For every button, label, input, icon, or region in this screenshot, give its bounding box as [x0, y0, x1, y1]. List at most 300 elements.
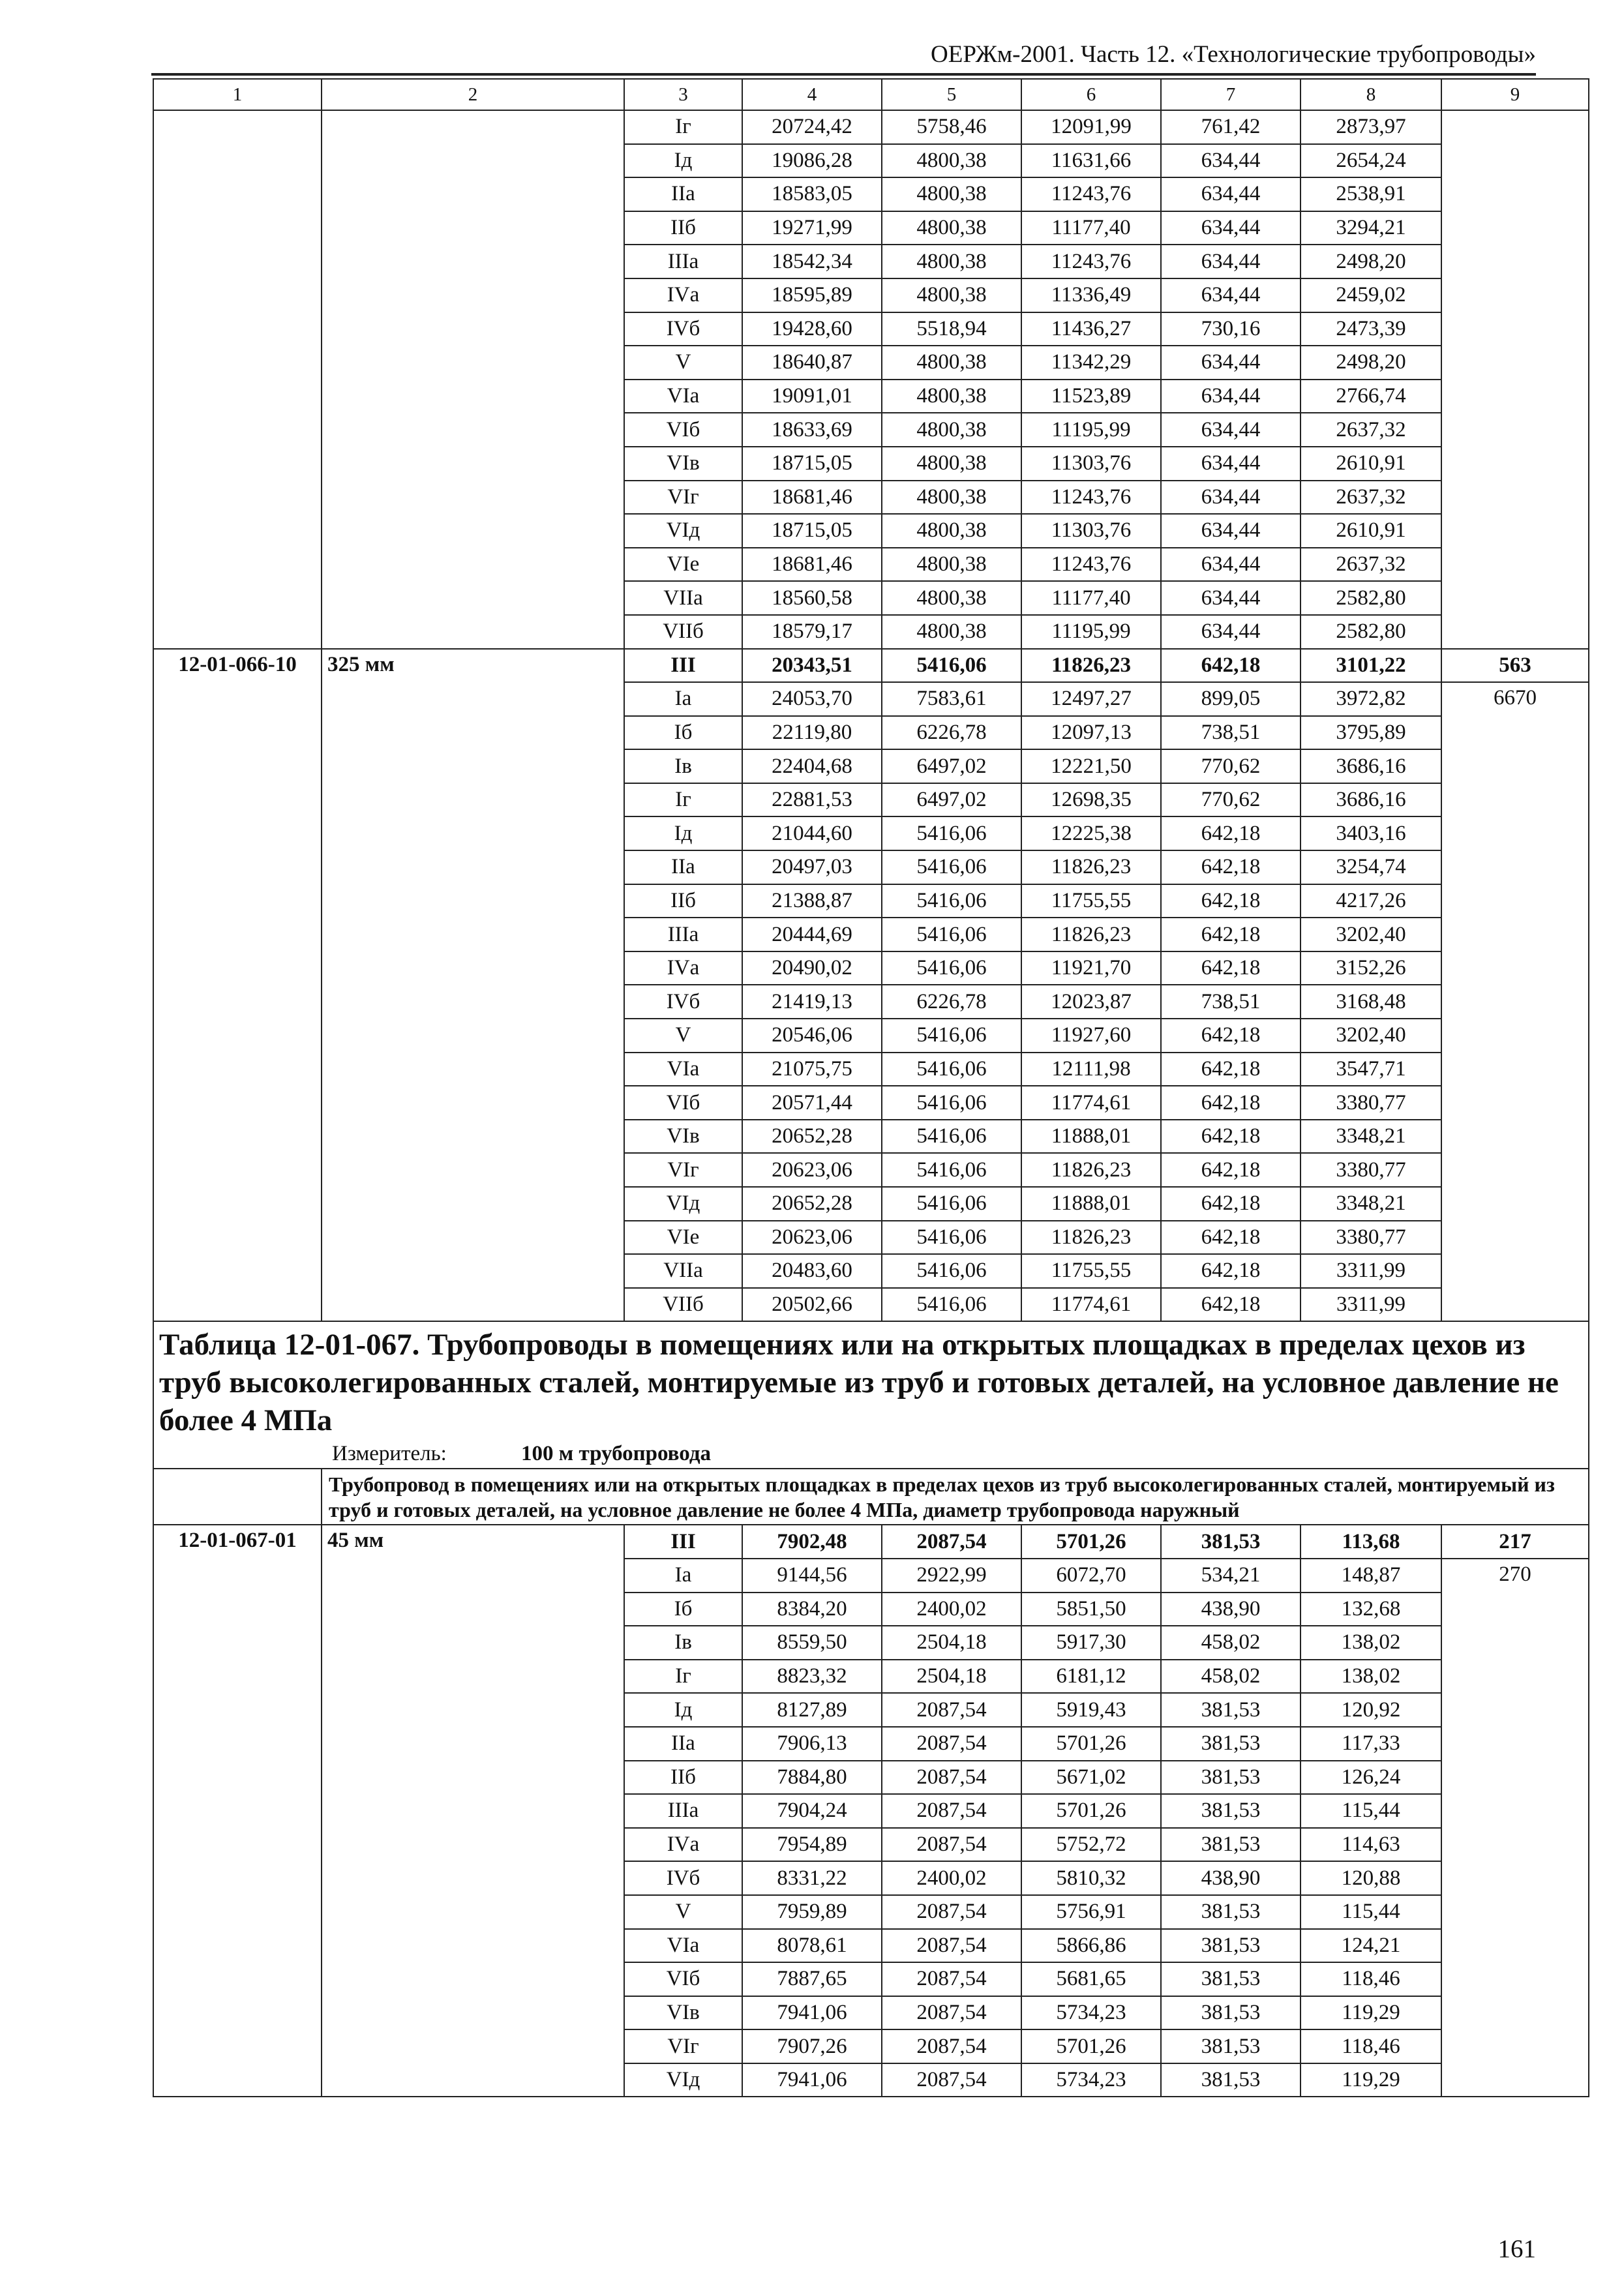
value-cell: 634,44	[1161, 380, 1301, 413]
value-cell: 4800,38	[882, 447, 1021, 481]
zone-cell: V	[624, 1895, 742, 1929]
zone-cell: VIб	[624, 1086, 742, 1120]
zone-cell: VIд	[624, 1187, 742, 1221]
value-cell: 4800,38	[882, 211, 1021, 245]
value-cell: 642,18	[1161, 1019, 1301, 1053]
value-cell: 4217,26	[1301, 884, 1441, 918]
value-cell: 11336,49	[1021, 278, 1161, 312]
value-cell: 18579,17	[742, 615, 882, 649]
column-number-row	[153, 79, 1589, 110]
value-cell: 642,18	[1161, 1221, 1301, 1255]
zone-cell: IIб	[624, 884, 742, 918]
col9-value-cell: 217	[1441, 1525, 1589, 1559]
value-cell: 12111,98	[1021, 1053, 1161, 1086]
value-cell: 642,18	[1161, 1187, 1301, 1221]
value-cell: 8078,61	[742, 1929, 882, 1963]
value-cell: 3168,48	[1301, 985, 1441, 1019]
measure-label: Измеритель:	[332, 1442, 447, 1466]
column-number-cell: 9	[1441, 79, 1589, 110]
value-cell: 3202,40	[1301, 1019, 1441, 1053]
zone-cell: VIIб	[624, 1288, 742, 1322]
value-cell: 634,44	[1161, 177, 1301, 211]
zone-cell: III	[624, 1525, 742, 1559]
value-cell: 2637,32	[1301, 548, 1441, 582]
value-cell: 8823,32	[742, 1660, 882, 1694]
value-cell: 19428,60	[742, 312, 882, 346]
value-cell: 4800,38	[882, 278, 1021, 312]
value-cell: 11243,76	[1021, 481, 1161, 515]
zone-cell: IVа	[624, 951, 742, 985]
value-cell: 11826,23	[1021, 850, 1161, 884]
description-cell: Трубопровод в помещениях или на открытых площадках в пределах цехов из труб высоколегированных сталей, монтируемый из труб и готовых деталей, на условное давление не более 4 МПа, диаметр трубопровода наружный	[322, 1469, 1589, 1525]
value-cell: 634,44	[1161, 144, 1301, 178]
value-cell: 7954,89	[742, 1828, 882, 1862]
value-cell: 5416,06	[882, 1053, 1021, 1086]
value-cell: 2637,32	[1301, 481, 1441, 515]
value-cell: 634,44	[1161, 211, 1301, 245]
table-title-cell	[153, 1321, 1589, 1469]
zone-cell: IIа	[624, 1727, 742, 1761]
value-cell: 126,24	[1301, 1761, 1441, 1795]
value-cell: 11523,89	[1021, 380, 1161, 413]
col9-value-cell: 270	[1441, 1559, 1589, 2097]
value-cell: 12225,38	[1021, 816, 1161, 850]
column-number-cell: 4	[742, 79, 882, 110]
value-cell: 20652,28	[742, 1187, 882, 1221]
value-cell: 11774,61	[1021, 1288, 1161, 1322]
value-cell: 381,53	[1161, 1996, 1301, 2030]
value-cell: 642,18	[1161, 918, 1301, 951]
value-cell: 11436,27	[1021, 312, 1161, 346]
value-cell: 381,53	[1161, 1693, 1301, 1727]
value-cell: 20546,06	[742, 1019, 882, 1053]
page-header: ОЕРЖм-2001. Часть 12. «Технологические трубопроводы»	[931, 41, 1536, 68]
zone-cell: VIб	[624, 1962, 742, 1996]
header-rule	[151, 73, 1536, 76]
value-cell: 11177,40	[1021, 211, 1161, 245]
value-cell: 148,87	[1301, 1559, 1441, 1593]
value-cell: 3254,74	[1301, 850, 1441, 884]
value-cell: 438,90	[1161, 1593, 1301, 1626]
value-cell: 11826,23	[1021, 1153, 1161, 1187]
zone-cell: IIб	[624, 1761, 742, 1795]
value-cell: 3311,99	[1301, 1288, 1441, 1322]
value-cell: 5416,06	[882, 884, 1021, 918]
zone-cell: IIа	[624, 850, 742, 884]
value-cell: 5701,26	[1021, 1794, 1161, 1828]
value-cell: 6072,70	[1021, 1559, 1161, 1593]
value-cell: 11921,70	[1021, 951, 1161, 985]
value-cell: 20652,28	[742, 1120, 882, 1154]
value-cell: 642,18	[1161, 1288, 1301, 1322]
value-cell: 381,53	[1161, 1761, 1301, 1795]
value-cell: 138,02	[1301, 1626, 1441, 1660]
value-cell: 634,44	[1161, 413, 1301, 447]
value-cell: 5734,23	[1021, 1996, 1161, 2030]
value-cell: 18715,05	[742, 514, 882, 548]
value-cell: 6226,78	[882, 716, 1021, 750]
value-cell: 115,44	[1301, 1895, 1441, 1929]
zone-cell: VIв	[624, 447, 742, 481]
value-cell: 5416,06	[882, 649, 1021, 683]
value-cell: 899,05	[1161, 682, 1301, 716]
value-cell: 18542,34	[742, 245, 882, 278]
value-cell: 2087,54	[882, 1996, 1021, 2030]
value-cell: 2087,54	[882, 2029, 1021, 2063]
value-cell: 3311,99	[1301, 1254, 1441, 1288]
value-cell: 642,18	[1161, 1120, 1301, 1154]
value-cell: 2087,54	[882, 1895, 1021, 1929]
table-title: Таблица 12-01-067. Трубопроводы в помещениях или на открытых площадках в пределах цехов из труб высоколегированных сталей, монтируемые из труб и готовых деталей, на условное давление не более 4 МПа	[159, 1328, 1559, 1438]
zone-cell: Iд	[624, 816, 742, 850]
value-cell: 11826,23	[1021, 1221, 1161, 1255]
zone-cell: VIв	[624, 1996, 742, 2030]
value-cell: 3380,77	[1301, 1221, 1441, 1255]
value-cell: 114,63	[1301, 1828, 1441, 1862]
value-cell: 770,62	[1161, 749, 1301, 783]
column-number-cell: 3	[624, 79, 742, 110]
zone-cell: IIа	[624, 177, 742, 211]
value-cell: 5416,06	[882, 850, 1021, 884]
value-cell: 11243,76	[1021, 177, 1161, 211]
value-cell: 2087,54	[882, 1828, 1021, 1862]
value-cell: 4800,38	[882, 245, 1021, 278]
value-cell: 381,53	[1161, 1727, 1301, 1761]
value-cell: 118,46	[1301, 2029, 1441, 2063]
value-cell: 5758,46	[882, 110, 1021, 144]
value-cell: 3348,21	[1301, 1187, 1441, 1221]
value-cell: 12091,99	[1021, 110, 1161, 144]
value-cell: 6497,02	[882, 749, 1021, 783]
value-cell: 3380,77	[1301, 1086, 1441, 1120]
zone-cell: Iа	[624, 682, 742, 716]
zone-cell: VIг	[624, 2029, 742, 2063]
value-cell: 634,44	[1161, 615, 1301, 649]
value-cell: 5917,30	[1021, 1626, 1161, 1660]
value-cell: 438,90	[1161, 1861, 1301, 1895]
code-cell: 12-01-067-01	[153, 1525, 322, 2097]
value-cell: 2582,80	[1301, 581, 1441, 615]
value-cell: 11195,99	[1021, 413, 1161, 447]
value-cell: 5701,26	[1021, 1727, 1161, 1761]
value-cell: 5416,06	[882, 1086, 1021, 1120]
value-cell: 7959,89	[742, 1895, 882, 1929]
value-cell: 634,44	[1161, 581, 1301, 615]
value-cell: 19271,99	[742, 211, 882, 245]
code-cell	[153, 110, 322, 649]
value-cell: 381,53	[1161, 2063, 1301, 2097]
value-cell: 18633,69	[742, 413, 882, 447]
zone-cell: IIIа	[624, 245, 742, 278]
zone-cell: V	[624, 346, 742, 380]
value-cell: 20623,06	[742, 1153, 882, 1187]
value-cell: 458,02	[1161, 1660, 1301, 1694]
value-cell: 5416,06	[882, 1288, 1021, 1322]
value-cell: 4800,38	[882, 548, 1021, 582]
value-cell: 5416,06	[882, 1254, 1021, 1288]
value-cell: 11888,01	[1021, 1120, 1161, 1154]
value-cell: 19091,01	[742, 380, 882, 413]
value-cell: 7941,06	[742, 1996, 882, 2030]
value-cell: 117,33	[1301, 1727, 1441, 1761]
value-cell: 11243,76	[1021, 245, 1161, 278]
value-cell: 381,53	[1161, 1962, 1301, 1996]
column-number-cell: 6	[1021, 79, 1161, 110]
value-cell: 2766,74	[1301, 380, 1441, 413]
value-cell: 3686,16	[1301, 749, 1441, 783]
value-cell: 12497,27	[1021, 682, 1161, 716]
value-cell: 12698,35	[1021, 783, 1161, 817]
value-cell: 132,68	[1301, 1593, 1441, 1626]
value-cell: 11774,61	[1021, 1086, 1161, 1120]
name-cell	[322, 110, 624, 649]
value-cell: 5701,26	[1021, 1525, 1161, 1559]
value-cell: 7906,13	[742, 1727, 882, 1761]
zone-cell: Iг	[624, 783, 742, 817]
value-cell: 4800,38	[882, 144, 1021, 178]
description-row	[153, 1469, 1589, 1525]
zone-cell: III	[624, 649, 742, 683]
value-cell: 7907,26	[742, 2029, 882, 2063]
value-cell: 20571,44	[742, 1086, 882, 1120]
value-cell: 5416,06	[882, 816, 1021, 850]
value-cell: 642,18	[1161, 850, 1301, 884]
name-cell: 325 мм	[322, 649, 624, 1322]
value-cell: 12097,13	[1021, 716, 1161, 750]
zone-cell: VIд	[624, 2063, 742, 2097]
blank-cell	[153, 1469, 322, 1525]
value-cell: 642,18	[1161, 884, 1301, 918]
value-cell: 534,21	[1161, 1559, 1301, 1593]
table-title-row	[153, 1321, 1589, 1469]
table-row	[153, 649, 1589, 683]
value-cell: 11888,01	[1021, 1187, 1161, 1221]
value-cell: 7887,65	[742, 1962, 882, 1996]
value-cell: 2922,99	[882, 1559, 1021, 1593]
value-cell: 642,18	[1161, 1053, 1301, 1086]
col9-value-cell: 563	[1441, 649, 1589, 683]
value-cell: 2087,54	[882, 1693, 1021, 1727]
value-cell: 2654,24	[1301, 144, 1441, 178]
value-cell: 634,44	[1161, 346, 1301, 380]
value-cell: 738,51	[1161, 985, 1301, 1019]
value-cell: 22881,53	[742, 783, 882, 817]
value-cell: 8559,50	[742, 1626, 882, 1660]
value-cell: 7583,61	[882, 682, 1021, 716]
value-cell: 2873,97	[1301, 110, 1441, 144]
value-cell: 11243,76	[1021, 548, 1161, 582]
value-cell: 12023,87	[1021, 985, 1161, 1019]
value-cell: 2087,54	[882, 1962, 1021, 1996]
value-cell: 2498,20	[1301, 245, 1441, 278]
value-cell: 642,18	[1161, 649, 1301, 683]
zone-cell: Iб	[624, 716, 742, 750]
zone-cell: VIг	[624, 1153, 742, 1187]
value-cell: 5851,50	[1021, 1593, 1161, 1626]
value-cell: 2087,54	[882, 1727, 1021, 1761]
value-cell: 2504,18	[882, 1660, 1021, 1694]
value-cell: 3380,77	[1301, 1153, 1441, 1187]
value-cell: 21419,13	[742, 985, 882, 1019]
value-cell: 2637,32	[1301, 413, 1441, 447]
value-cell: 634,44	[1161, 245, 1301, 278]
value-cell: 18681,46	[742, 481, 882, 515]
value-cell: 3101,22	[1301, 649, 1441, 683]
value-cell: 3795,89	[1301, 716, 1441, 750]
value-cell: 18560,58	[742, 581, 882, 615]
name-cell: 45 мм	[322, 1525, 624, 2097]
value-cell: 4800,38	[882, 346, 1021, 380]
zone-cell: IVа	[624, 1828, 742, 1862]
value-cell: 124,21	[1301, 1929, 1441, 1963]
zone-cell: Iв	[624, 1626, 742, 1660]
value-cell: 120,92	[1301, 1693, 1441, 1727]
value-cell: 115,44	[1301, 1794, 1441, 1828]
value-cell: 634,44	[1161, 278, 1301, 312]
table-body	[153, 79, 1589, 2097]
value-cell: 7941,06	[742, 2063, 882, 2097]
zone-cell: VIа	[624, 1053, 742, 1086]
page-number: 161	[1497, 2235, 1536, 2263]
zone-cell: VIе	[624, 1221, 742, 1255]
value-cell: 11303,76	[1021, 514, 1161, 548]
value-cell: 730,16	[1161, 312, 1301, 346]
value-cell: 2087,54	[882, 1525, 1021, 1559]
value-cell: 12221,50	[1021, 749, 1161, 783]
value-cell: 5752,72	[1021, 1828, 1161, 1862]
value-cell: 5701,26	[1021, 2029, 1161, 2063]
zone-cell: VIа	[624, 1929, 742, 1963]
value-cell: 11303,76	[1021, 447, 1161, 481]
zone-cell: VIе	[624, 548, 742, 582]
value-cell: 18681,46	[742, 548, 882, 582]
zone-cell: VIIб	[624, 615, 742, 649]
value-cell: 5756,91	[1021, 1895, 1161, 1929]
value-cell: 22404,68	[742, 749, 882, 783]
measure-value: 100 м трубопровода	[521, 1442, 712, 1466]
rates-table	[153, 78, 1589, 2097]
value-cell: 119,29	[1301, 1996, 1441, 2030]
zone-cell: VIб	[624, 413, 742, 447]
value-cell: 3152,26	[1301, 951, 1441, 985]
value-cell: 5734,23	[1021, 2063, 1161, 2097]
value-cell: 11826,23	[1021, 649, 1161, 683]
value-cell: 7902,48	[742, 1525, 882, 1559]
value-cell: 11826,23	[1021, 918, 1161, 951]
value-cell: 2582,80	[1301, 615, 1441, 649]
value-cell: 6226,78	[882, 985, 1021, 1019]
value-cell: 6497,02	[882, 783, 1021, 817]
zone-cell: VIIа	[624, 581, 742, 615]
value-cell: 381,53	[1161, 1895, 1301, 1929]
value-cell: 634,44	[1161, 548, 1301, 582]
zone-cell: VIг	[624, 481, 742, 515]
value-cell: 2087,54	[882, 2063, 1021, 2097]
value-cell: 18583,05	[742, 177, 882, 211]
value-cell: 3294,21	[1301, 211, 1441, 245]
value-cell: 5416,06	[882, 918, 1021, 951]
zone-cell: IVб	[624, 985, 742, 1019]
zone-cell: IIIа	[624, 918, 742, 951]
value-cell: 20623,06	[742, 1221, 882, 1255]
value-cell: 3547,71	[1301, 1053, 1441, 1086]
zone-cell: VIв	[624, 1120, 742, 1154]
zone-cell: Iг	[624, 110, 742, 144]
value-cell: 3972,82	[1301, 682, 1441, 716]
column-number-cell: 2	[322, 79, 624, 110]
value-cell: 2610,91	[1301, 447, 1441, 481]
value-cell: 2610,91	[1301, 514, 1441, 548]
value-cell: 381,53	[1161, 1828, 1301, 1862]
value-cell: 5681,65	[1021, 1962, 1161, 1996]
value-cell: 458,02	[1161, 1626, 1301, 1660]
zone-cell: IVа	[624, 278, 742, 312]
code-cell: 12-01-066-10	[153, 649, 322, 1322]
value-cell: 18595,89	[742, 278, 882, 312]
value-cell: 2087,54	[882, 1929, 1021, 1963]
value-cell: 2538,91	[1301, 177, 1441, 211]
value-cell: 738,51	[1161, 716, 1301, 750]
value-cell: 7904,24	[742, 1794, 882, 1828]
value-cell: 20444,69	[742, 918, 882, 951]
value-cell: 118,46	[1301, 1962, 1441, 1996]
value-cell: 4800,38	[882, 514, 1021, 548]
measure-line	[159, 1439, 1583, 1468]
value-cell: 3202,40	[1301, 918, 1441, 951]
zone-cell: IIб	[624, 211, 742, 245]
value-cell: 2400,02	[882, 1593, 1021, 1626]
value-cell: 3348,21	[1301, 1120, 1441, 1154]
column-number-cell: 5	[882, 79, 1021, 110]
zone-cell: IVб	[624, 1861, 742, 1895]
value-cell: 2400,02	[882, 1861, 1021, 1895]
value-cell: 20502,66	[742, 1288, 882, 1322]
value-cell: 5416,06	[882, 1221, 1021, 1255]
zone-cell: Iв	[624, 749, 742, 783]
value-cell: 21044,60	[742, 816, 882, 850]
value-cell: 113,68	[1301, 1525, 1441, 1559]
zone-cell: Iа	[624, 1559, 742, 1593]
value-cell: 18640,87	[742, 346, 882, 380]
value-cell: 20724,42	[742, 110, 882, 144]
value-cell: 381,53	[1161, 1525, 1301, 1559]
value-cell: 8331,22	[742, 1861, 882, 1895]
value-cell: 9144,56	[742, 1559, 882, 1593]
column-number-cell: 1	[153, 79, 322, 110]
value-cell: 5416,06	[882, 951, 1021, 985]
value-cell: 6181,12	[1021, 1660, 1161, 1694]
value-cell: 21388,87	[742, 884, 882, 918]
value-cell: 634,44	[1161, 481, 1301, 515]
value-cell: 120,88	[1301, 1861, 1441, 1895]
zone-cell: VIд	[624, 514, 742, 548]
value-cell: 7884,80	[742, 1761, 882, 1795]
value-cell: 2473,39	[1301, 312, 1441, 346]
value-cell: 4800,38	[882, 413, 1021, 447]
value-cell: 642,18	[1161, 816, 1301, 850]
zone-cell: Iб	[624, 1593, 742, 1626]
value-cell: 4800,38	[882, 481, 1021, 515]
col9-cell	[1441, 110, 1589, 649]
value-cell: 18715,05	[742, 447, 882, 481]
value-cell: 381,53	[1161, 1794, 1301, 1828]
value-cell: 5919,43	[1021, 1693, 1161, 1727]
value-cell: 11927,60	[1021, 1019, 1161, 1053]
zone-cell: Iг	[624, 1660, 742, 1694]
value-cell: 22119,80	[742, 716, 882, 750]
value-cell: 119,29	[1301, 2063, 1441, 2097]
value-cell: 8384,20	[742, 1593, 882, 1626]
